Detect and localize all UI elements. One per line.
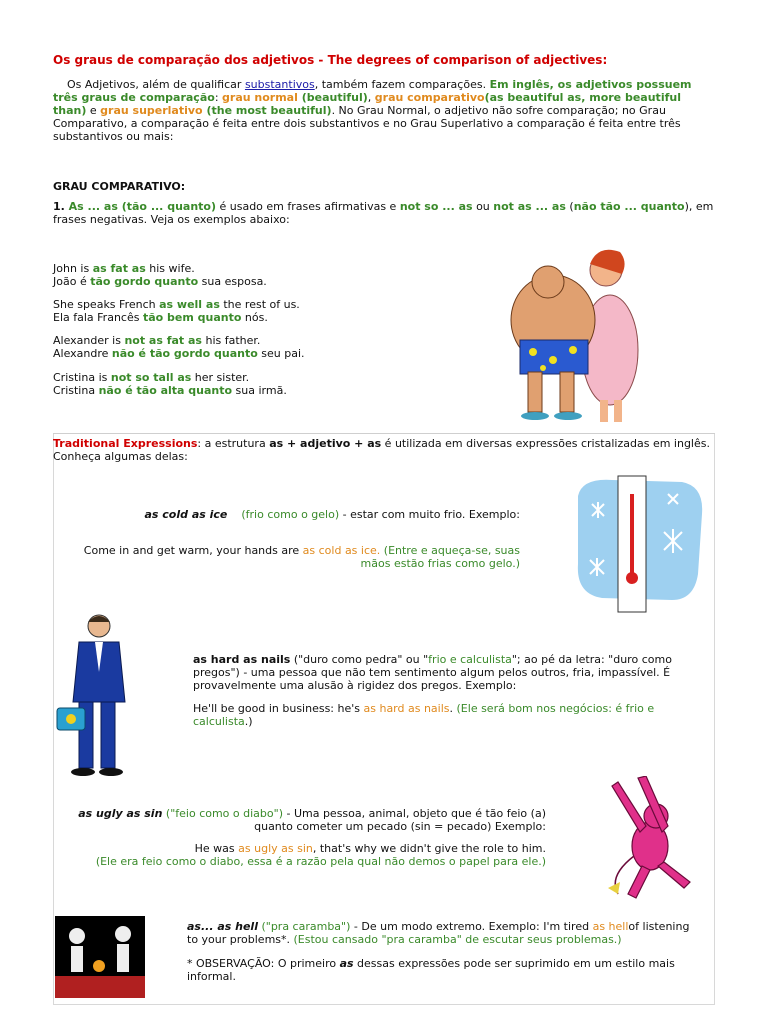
intro-paragraph — [53, 78, 718, 143]
example-text: the rest of us. — [219, 298, 300, 311]
rule-highlight: não tão ... quanto — [573, 200, 685, 213]
example-text: his wife. — [145, 262, 195, 275]
example-highlight: not so tall as — [110, 371, 192, 384]
rule-text: ), em frases negativas. Veja os exemplos abaixo: — [53, 200, 714, 226]
rule-text: é usado em frases afirmativas e — [216, 200, 400, 213]
intro-text: . No Grau Normal, o adjetivo não sofre comparação; no Grau Comparativo, a comparação é feita entre dois substantivos e no Grau Superlativo a comparação é feita entre três substantivos ou mais: — [53, 104, 681, 143]
hard-example — [193, 702, 688, 728]
intro-text: , — [367, 91, 375, 104]
rule-text: ou — [472, 200, 494, 213]
note-term: as — [339, 957, 354, 970]
example-highlight: não é tão gordo quanto — [111, 347, 258, 360]
ugly-expression — [70, 807, 546, 833]
rule-text: ( — [565, 200, 574, 213]
intro-highlight: Em inglês, os adjetivos possuem três graus de comparação — [53, 78, 692, 104]
example-highlight: tão bem quanto — [142, 311, 242, 324]
expression-meaning: ("pra caramba") — [257, 920, 351, 933]
example-highlight: as fat as — [92, 262, 146, 275]
fat-couple-illustration — [498, 240, 648, 430]
example-text: Come in and get warm, your hands are — [83, 544, 303, 557]
example-text: her sister. — [191, 371, 250, 384]
expression-meaning: ("feio como o diabo") — [162, 807, 283, 820]
example-text: Cristina — [53, 384, 99, 397]
note-text: dessas expressões pode ser suprimido em um estilo mais informal. — [187, 957, 675, 983]
businessman-illustration — [55, 612, 145, 780]
grau-superlativo-term: grau superlativo — [100, 104, 203, 117]
example-text: Alexander is — [53, 334, 125, 347]
rule-highlight: not so ... as — [399, 200, 473, 213]
traditional-text: : a estrutura — [197, 437, 270, 450]
expression-term: as cold as ice — [144, 508, 228, 521]
thermometer-snowflakes-illustration — [572, 474, 706, 614]
traditional-label: Traditional Expressions — [53, 437, 198, 450]
expression-text: - estar com muito frio. Exemplo: — [339, 508, 520, 521]
expression-meaning: frio e calculista — [428, 653, 512, 666]
intro-highlight: (the most beautiful) — [202, 104, 332, 117]
example-text: . — [449, 702, 457, 715]
expression-term: as... as hell — [187, 920, 258, 933]
expression-term: as ugly as sin — [78, 807, 163, 820]
cold-example — [60, 544, 520, 570]
example-text: his father. — [201, 334, 261, 347]
example-highlight: não é tão alta quanto — [98, 384, 233, 397]
example-pair — [53, 298, 473, 324]
expression-text: "; ao pé da letra: "duro como pregos") - uma pessoa que não tem sentimento algum pelos outros, fria, impassível. É provavelmente uma alusão à rigidez dos pregos. Exemplo: — [193, 653, 672, 692]
hell-expression — [187, 920, 692, 946]
example-translation: (Ele será bom nos negócios: é frio e calculista — [193, 702, 655, 728]
page-title: Os graus de comparação dos adjetivos - The degrees of comparison of adjectives: — [53, 53, 608, 67]
expression-text: ("duro como pedra" ou " — [290, 653, 429, 666]
example-text: He was — [194, 842, 239, 855]
example-text: Alexandre — [53, 347, 112, 360]
example-text: nós. — [241, 311, 268, 324]
section-heading: GRAU COMPARATIVO: — [53, 180, 186, 193]
grau-normal-term: grau normal — [222, 91, 298, 104]
expression-term: as hard as nails — [193, 653, 291, 666]
rule-paragraph — [53, 200, 718, 226]
expression-text: - Uma pessoa, animal, objeto que é tão feio (a) quanto cometer um pecado (sin = pecado) Exemplo: — [254, 807, 546, 833]
example-highlight: as cold as ice. — [302, 544, 381, 557]
rule-number: 1. — [53, 200, 69, 213]
intro-text: e — [86, 104, 101, 117]
example-pair — [53, 334, 473, 360]
intro-text: Os Adjetivos, além de qualificar — [67, 78, 245, 91]
example-pair — [53, 262, 473, 288]
example-highlight: as well as — [159, 298, 220, 311]
example-highlight: not as fat as — [124, 334, 202, 347]
example-text: sua esposa. — [198, 275, 267, 288]
structure-term: as + adjetivo + as — [269, 437, 382, 450]
substantivos-link[interactable]: substantivos — [244, 78, 315, 91]
example-text: , that's why we didn't give the role to him. — [312, 842, 546, 855]
example-text: Ela fala Francês — [53, 311, 143, 324]
traditional-intro — [53, 437, 713, 463]
example-highlight: as hard as nails — [363, 702, 450, 715]
example-text: sua irmã. — [232, 384, 287, 397]
example-highlight: as hell — [592, 920, 629, 933]
example-translation: (Ele era feio como o diabo, essa é a razão pela qual não demos o papel para ele.) — [95, 855, 546, 868]
devil-illustration — [598, 776, 708, 904]
ugly-example — [70, 842, 546, 868]
intro-highlight: (beautiful) — [297, 91, 368, 104]
example-text: seu pai. — [257, 347, 305, 360]
example-translation: (Entre e aqueça-se, suas mãos estão frias como gelo.) — [360, 544, 520, 570]
skeletons-illustration — [55, 916, 145, 998]
expression-text: - De um modo extremo. Exemplo: I'm tired — [350, 920, 593, 933]
example-text: .) — [244, 715, 253, 728]
example-translation: (Estou cansado "pra caramba" de escutar seus problemas.) — [293, 933, 622, 946]
example-highlight: tão gordo quanto — [90, 275, 199, 288]
example-text: João é — [53, 275, 91, 288]
expression-text: of listening to your problems*. — [187, 920, 690, 946]
example-text: She speaks French — [53, 298, 160, 311]
cold-expression — [60, 508, 520, 521]
hard-expression — [193, 653, 688, 692]
example-pair — [53, 371, 473, 397]
observation-note — [187, 957, 692, 983]
grau-comparativo-term: grau comparativo — [374, 91, 485, 104]
example-highlight: as ugly as sin — [238, 842, 313, 855]
intro-text: : — [214, 91, 223, 104]
note-text: * OBSERVAÇÃO: O primeiro — [187, 957, 340, 970]
rule-highlight: As ... as (tão ... quanto) — [68, 200, 216, 213]
intro-highlight: (as beautiful as, more beautiful than) — [53, 91, 681, 117]
example-text: Cristina is — [53, 371, 111, 384]
expression-meaning: (frio como o gelo) — [241, 508, 340, 521]
rule-highlight: not as ... as — [493, 200, 566, 213]
example-text: He'll be good in business: he's — [193, 702, 364, 715]
intro-text: , também fazem comparações. — [314, 78, 490, 91]
traditional-text: é utilizada em diversas expressões cristalizadas em inglês. Conheça algumas delas: — [53, 437, 710, 463]
example-text: John is — [53, 262, 93, 275]
